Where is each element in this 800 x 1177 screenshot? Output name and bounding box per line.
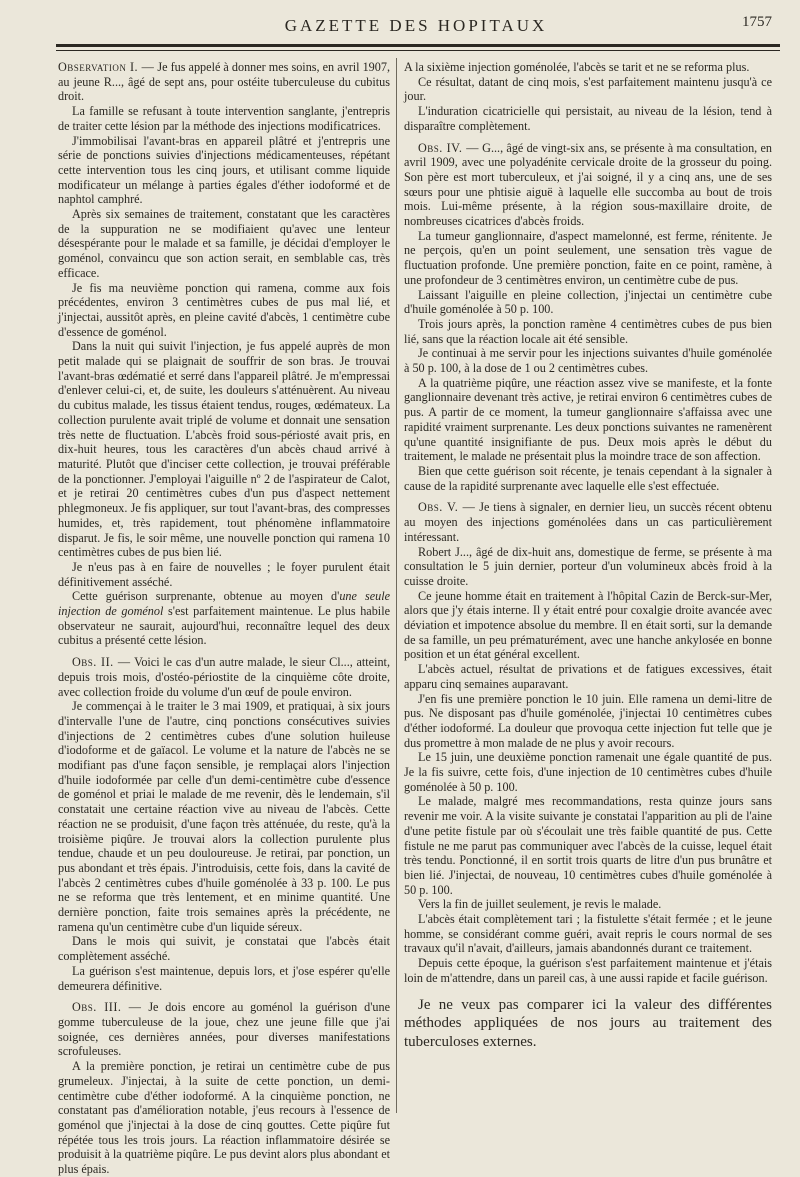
body-paragraph: Depuis cette époque, la guérison s'est parfaitement maintenue et j'étais loin de m'attendre, dans un pareil cas, à une aussi rapide et facile guérison. (404, 956, 772, 985)
body-paragraph: Je continuai à me servir pour les injections suivantes d'huile goménolée à 50 p. 100, à la dose de 1 ou 2 centimètres cubes. (404, 346, 772, 376)
left-column (58, 60, 391, 1177)
emphasis-text: une seule injection de goménol (58, 589, 390, 619)
body-paragraph: L'abcès était complètement tari ; la fistulette s'était fermée ; et le jeune homme, se considérant comme guéri, avait repris le cours normal de ses travaux qu'il n'avait, d'ailleurs, jamais abandonnés durant ce traitement. (404, 912, 772, 956)
body-paragraph: Après six semaines de traitement, constatant que les caractères de la suppuration ne se modifiaient qu'avec une lenteur désespérante pour le malade et sa famille, je décidai d'employer le goménol, convaincu que son action serait, en semblable cas, très efficace. (58, 207, 390, 280)
body-paragraph: Je n'eus pas à en faire de nouvelles ; le foyer purulent était définitivement asséché. (58, 559, 390, 589)
body-paragraph: L'abcès actuel, résultat de privations et de fatigues excessives, était apparu cinq semaines auparavant. (404, 662, 772, 691)
body-paragraph: Dans la nuit qui suivit l'injection, je fus appelé auprès de mon petit malade qui se plaignait de souffrir de son bras. Je trouvai l'avant-bras œdématié et serré dans l'appareil plâtré. Je m'empressai d'enlever celui-ci, et, de suite, les douleurs s'atténuèrent. Au niveau du cubitus malade, les tissus étaient tendus, rouges, œdémateux. La collection purulente avait triplé de volume et donnait une sensation très nette de fluctuation. L'abcès froid sous-périosté avait pris, en dix-huit heures, tous les caractères d'un abcès chaud arrivé à maturité. Plutôt que d'inciser cette collection, je trouvai préférable de la ponctionner. J'employai l'aiguille nº 2 de l'aspirateur de Calot, et je retirai 20 centimètres cubes d'un pus d'aspect nettement phlegmoneux. Je fis appliquer, sur tout l'avant-bras, des compresses humides, et, très rapidement, tout phénomène inflammatoire disparut. Je fis, le soir même, une nouvelle ponction qui ramena 10 centimètres cubes de pus bien lié. (58, 339, 390, 560)
header-rule-thick (56, 44, 780, 47)
header-rule-thin (56, 50, 780, 51)
body-paragraph: A la quatrième piqûre, une réaction assez vive se manifeste, et la fonte ganglionnaire devenant très active, je retirai environ 6 centimètres cubes de pus. A partir de ce moment, la tumeur ganglionnaire s'affaissa avec une rapidité vraiment surprenante. Les deux ponctions suivantes ne ramenèrent qu'une quantité insignifiante de pus. Deux mois après le début du traitement, le malade ne présentait plus la moindre trace de son affection. (404, 375, 772, 464)
body-paragraph: Je fis ma neuvième ponction qui ramena, comme aux fois précédentes, environ 3 centimètres cubes de pus mal lié, et j'injectai, aussitôt après, en pleine cavité d'abcès, 1 centimètre cube d'essence de goménol. (58, 280, 390, 339)
body-paragraph: Dans le mois qui suivit, je constatai que l'abcès était complètement asséché. (58, 934, 390, 964)
body-paragraph: Robert J..., âgé de dix-huit ans, domestique de ferme, se présente à ma consultation le 5 juin dernier, porteur d'un volumineux abcès froid à la cuisse droite. (404, 544, 772, 588)
body-paragraph: Le 15 juin, une deuxième ponction ramenait une égale quantité de pus. Je la fis suivre, cette fois, d'une injection de 10 centimètres cubes d'huile goménolée à 50 p. 100. (404, 750, 772, 794)
conclusion-paragraph: Je ne veux pas comparer ici la valeur des différentes méthodes appliquées de nos jours au traitement des tuberculoses externes. (404, 996, 772, 1050)
observation-paragraph (404, 500, 772, 544)
body-paragraph: Cette guérison surprenante, obtenue au moyen d'une seule injection de goménol s'est parfaitement maintenue. Le plus habile observateur ne saurait, aujourd'hui, reconnaître lequel des deux cubitus a présenté cette lésion. (58, 589, 390, 648)
observation-label: Obs. III. — (72, 1000, 142, 1015)
right-column (404, 60, 772, 1110)
observation-text: G..., âgé de vingt-six ans, se présente à ma consultation, en avril 1909, avec une polyadénite cervicale droite de la grosseur du poing. Son père est mort tuberculeux, et j'ai soigné, il y a cinq ans, une de ses sœurs pour une phtisie aiguë à laquelle elle succomba au bout de trois mois. Lui-même présente, à la région sous-maxillaire droite, de nombreuses cicatrices d'abcès froids. (404, 140, 772, 229)
body-paragraph: L'induration cicatricielle qui persistait, au niveau de la lésion, tend à disparaître complètement. (404, 104, 772, 133)
observation-paragraph (58, 60, 390, 104)
observation-text: Voici le cas d'un autre malade, le sieur Cl..., atteint, depuis trois mois, d'ostéo-périostite de la cinquième côte droite, avec collection froide du volume d'un œuf de poule environ. (58, 655, 390, 699)
body-paragraph: Ce résultat, datant de cinq mois, s'est parfaitement maintenu jusqu'à ce jour. (404, 74, 772, 104)
observation-label: Observation I. — (58, 60, 155, 74)
body-paragraph: Le malade, malgré mes recommandations, resta quinze jours sans revenir me voir. A la visite suivante je constatai l'apparition au pli de l'aine d'une petite fistule par où s'écoulait une très faible quantité de pus. Cette fistule ne me parut pas communiquer avec l'abcès de la cuisse, lequel était très tendu. Ponctionné, il en sortit trois quarts de litre d'un pus brunâtre et bien lié. J'injectai, de nouveau, 10 centimètres cubes d'huile goménolée à 50 p. 100. (404, 794, 772, 897)
body-paragraph: Bien que cette guérison soit récente, je tenais cependant à la signaler à cause de la rapidité surprenante avec laquelle elle s'est effectuée. (404, 463, 772, 493)
page-number: 1757 (742, 14, 772, 30)
column-divider (396, 58, 397, 1113)
body-paragraph: Trois jours après, la ponction ramène 4 centimètres cubes de pus bien lié, sans que la réaction locale ait été sensible. (404, 316, 772, 346)
page-header (56, 14, 776, 42)
body-paragraph: Laissant l'aiguille en pleine collection, j'injectai un centimètre cube d'huile goménolée à 50 p. 100. (404, 287, 772, 317)
body-paragraph: La famille se refusant à toute intervention sanglante, j'entrepris de traiter cette lésion par la méthode des injections modificatrices. (58, 104, 390, 133)
observation-text: Je dois encore au goménol la guérison d'une gomme tuberculeuse de la joue, chez une jeune fille que j'ai soignée, ces dernières années, pour diverses manifestations scrofuleuses. (58, 1000, 390, 1059)
body-paragraph: J'immobilisai l'avant-bras en appareil plâtré et j'entrepris une série de ponctions suivies d'injections médicamenteuses, répétant cette intervention tous les cinq jours, et utilisant comme liquide modificateur un mélange à parties égales d'éther iodoformé et de naphtol camphré. (58, 133, 390, 207)
body-paragraph: La guérison s'est maintenue, depuis lors, et j'ose espérer qu'elle demeurera définitive. (58, 963, 390, 993)
running-title: GAZETTE DES HOPITAUX (284, 16, 548, 35)
body-paragraph: La tumeur ganglionnaire, d'aspect mamelonné, est ferme, rénitente. Je ne perçois, qu'en un point seulement, une sensation très vague de fluctuation profonde. Une première ponction, faite en ce point, ramène, à une profondeur de 3 centimètres environ, un centimètre cube de pus. (404, 228, 772, 287)
body-paragraph: Vers la fin de juillet seulement, je revis le malade. (418, 897, 662, 912)
observation-paragraph (58, 655, 390, 699)
observation-paragraph (58, 1000, 390, 1059)
observation-text: Je tiens à signaler, en dernier lieu, un succès récent obtenu au moyen des injections goménolées dans un cas particulièrement intéressant. (404, 500, 772, 544)
body-paragraph: J'en fis une première ponction le 10 juin. Elle ramena un demi-litre de pus. Ne disposant pas d'huile goménolée, j'injectai 10 centimètres cubes d'éther iodoformé. La douleur que provoqua cette injection fut telle que je dus promettre à mon malade de ne plus y avoir recours. (404, 691, 772, 750)
body-paragraph: A la première ponction, je retirai un centimètre cube de pus grumeleux. J'injectai, à la suite de cette ponction, un demi-centimètre cube d'éther iodoformé. A la cinquième ponction, ne constatant pas d'amélioration notable, j'eus recours à l'essence de goménol que j'injectai à la dose de cinq gouttes. Cette piqûre fut répétée tous les trois jours. La réaction inflammatoire désirée se produisit à la quatrième piqûre. Le pus devint alors plus abondant et plus épais. (58, 1059, 390, 1177)
body-paragraph: Je commençai à le traiter le 3 mai 1909, et pratiquai, à six jours d'intervalle l'une de l'autre, cinq ponctions consécutives suivies d'injections de 2 centimètres cubes d'une solution huileuse d'iodoforme et de gaïacol. Le volume et la nature de l'abcès ne se modifiant pas d'une façon sensible, je remplaçai alors l'injection d'huile iodoformée par celle d'un demi-centimètre cube d'essence de goménol et priai le malade de me revenir, dès le lendemain, s'il constatait une certaine réaction vive au niveau de l'abcès. Cette réaction ne se produisit, d'une façon très atténuée, du reste, qu'à la troisième piqûre. Je trouvai alors la collection purulente plus tendue, chaude et un peu douloureuse. Je retirai, par ponction, un pus abondant et très épais. J'introduisis, cette fois, dans la cavité de l'abcès 2 centimètres cubes d'huile goménolée à 33 p. 100. Le pus ne se reforma que très lentement, et en minime quantité. Une dernière ponction, faite trois semaines après la précédente, ne ramena qu'un centimètre cube d'un liquide séreux. (58, 699, 390, 934)
observation-label: Obs. IV. — (418, 140, 479, 155)
observation-label: Obs. II. — (72, 655, 131, 670)
observation-text: Je fus appelé à donner mes soins, en avril 1907, au jeune R..., âgé de sept ans, pour ostéite tuberculeuse du cubitus droit. (58, 60, 391, 104)
body-paragraph: Ce jeune homme était en traitement à l'hôpital Cazin de Berck-sur-Mer, alors que j'y étais interne. Il y était entré pour coxalgie droite avancée avec déviation et impotence absolue du membre. Il en était sorti, sur la demande de sa famille, un peu prématurément, avec une hanche ankylosée en bonne position et un état général excellent. (404, 588, 772, 662)
observation-paragraph (404, 141, 772, 229)
continuation-paragraph: A la sixième injection goménolée, l'abcès se tarit et ne se reforma plus. (404, 60, 750, 74)
observation-label: Obs. V. — (418, 500, 476, 515)
